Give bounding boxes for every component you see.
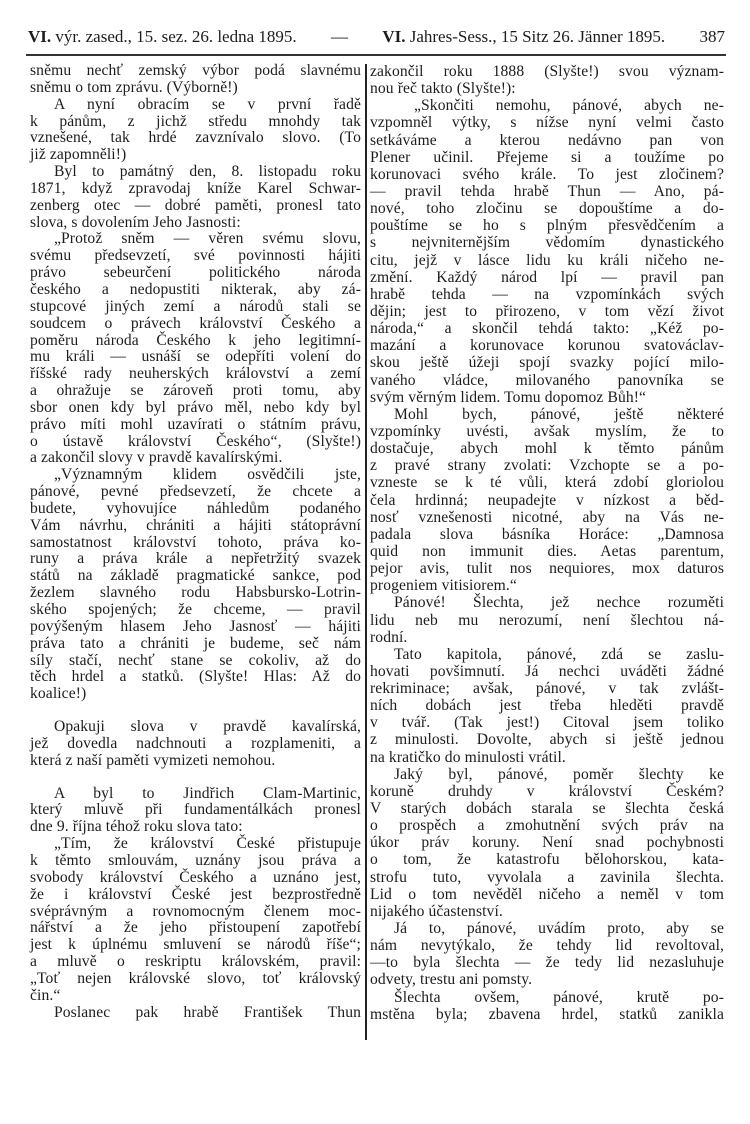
text-line: jež dovedla nadchnouti a rozplameniti, a	[30, 734, 361, 752]
text-line: koalice!)	[30, 685, 87, 703]
text-line: samostatnost království tohoto, práva ko-	[30, 533, 361, 551]
text-line: lidu neb mu nerozumí, není šlechtou ná-	[370, 611, 724, 629]
text-line: na kratičko do minulosti vrátil.	[370, 748, 566, 766]
text-line: citu, jejž v lásce lidu ku králi ničeho ne-	[370, 251, 724, 269]
text-line: vzpomínky uvésti, avšak myslím, že to	[370, 422, 724, 440]
text-line: vzpomněl výtky, s nížse nyní velmi často	[370, 114, 724, 132]
text-line: rekriminace; avšak, pánové, v tak zvlášt-	[370, 680, 724, 698]
text-line: V starých dobách starala se šlechta česká	[370, 800, 724, 818]
text-line: pánové, pevné předsevzetí, že chcete a	[30, 483, 361, 501]
text-line: dne 9. října téhož roku slova tato:	[30, 818, 243, 836]
text-line: quid non immunit dies. Aetas parentum,	[370, 542, 724, 560]
text-line: nářství a že jeho přistoupení zapotřebí	[30, 919, 361, 937]
text-line: ského spojených; že chceme, — pravil	[30, 601, 361, 618]
text-line: A byl to Jindřich Clam-Martinic,	[54, 784, 361, 802]
text-line: rodní.	[370, 628, 408, 646]
header-german-date: Jahres-Sess., 15 Sitz 26. Jänner 1895.	[409, 27, 666, 46]
text-line: svéprávným a rovnomocným členem moc-	[30, 902, 361, 920]
text-line: korunovaci svého krále. To jest zločinem?	[370, 165, 724, 183]
text-line: svým věrným lidem. Tomu dopomoz Bůh!“	[370, 388, 647, 406]
text-line: hrabě tehda — na vzpomínkách svých	[370, 285, 724, 303]
text-line: síly stačí, nechť stane se cokoliv, až do	[30, 651, 361, 669]
paragraph	[30, 786, 361, 837]
text-line: Tato kapitola, pánové, zdá se zaslu-	[394, 645, 724, 663]
text-line: A nyní obracím se v první řadě	[54, 95, 361, 113]
running-header	[28, 27, 725, 49]
text-line: Já to, pánové, uvádím proto, aby se	[394, 920, 724, 938]
text-line: slova, s dovolením Jeho Jasnosti:	[30, 213, 241, 231]
text-line: s nejvniternějším vědomím dynastického	[370, 234, 724, 252]
text-line: vaného vládce, milovaného panovníka se	[370, 371, 724, 389]
text-line: vzneste se k té vůli, která zdobí gloriolou	[370, 474, 724, 492]
paragraph	[30, 836, 361, 1004]
text-line: sněmu o tom zprávu. (Výborně!)	[30, 78, 238, 96]
paragraph	[370, 63, 724, 97]
paragraph	[370, 594, 724, 645]
text-line: 1871, když zpravodaj kníže Karel Schwar-	[30, 179, 361, 197]
paragraph	[30, 97, 361, 164]
text-line: Plener učinil. Přejeme si a toužíme po	[370, 148, 724, 166]
text-line: zenberg otec — dobré paměti, pronesl tato	[30, 196, 361, 214]
text-line: pejor avis, tulit nos nequiores, mox daturos	[370, 560, 724, 578]
text-line: pouštíme se ho s plným přesvědčením a	[370, 217, 724, 235]
text-line: dějin; jest to přirozeno, v tom vězí život	[370, 302, 724, 320]
text-line: Pánové! Šlechta, jež nechce rozuměti	[394, 594, 724, 612]
paragraph	[370, 920, 724, 989]
text-line: čela hrdinná; neupadejte v nízkost a běd-	[370, 491, 724, 509]
header-dash: —	[330, 27, 348, 46]
header-german-session: VI.	[382, 27, 406, 46]
paragraph	[30, 719, 361, 770]
text-line: stupcové jiných zemí a národů stali se	[30, 297, 361, 315]
text-line: — pravil tehda hrabě Thun — Ano, pá-	[370, 182, 724, 200]
text-line: o prospěch a zmohutnění svých práv na	[370, 817, 724, 835]
text-line: ních dobách jest třeba hleděti pravdě	[370, 697, 724, 715]
paragraph	[370, 989, 724, 1023]
text-line: Šlechta ovšem, pánové, krutě po-	[394, 988, 724, 1006]
text-line: svému předsevzetí, své povinnosti hájiti	[30, 247, 361, 265]
text-line: čin.“	[30, 986, 61, 1004]
text-line: Byl to památný den, 8. listopadu roku	[54, 163, 361, 181]
text-line: Lid o tom nevěděl ničeho a neměl v tom	[370, 885, 724, 903]
text-line: Mohl bych, pánové, ještě některé	[394, 405, 724, 423]
text-line: Poslanec pak hrabě František Thun	[54, 1003, 361, 1021]
text-line: „Toť nejen královské slovo, toť královský	[30, 969, 361, 987]
paragraph	[370, 646, 724, 766]
text-line: mstěna byla; zbavena hrdel, statků zanikla	[370, 1005, 724, 1023]
paragraph	[30, 63, 361, 97]
column-divider	[365, 64, 367, 1040]
header-czech	[28, 27, 297, 47]
text-line: soudcem o právech království Českého a	[30, 314, 361, 332]
text-line: práva tato a chrániti je budeme, seč nám	[30, 634, 361, 652]
header-rule	[26, 54, 726, 56]
text-line: Opakuji slova v pravdě kavalírská,	[54, 718, 361, 736]
header-german	[382, 27, 665, 47]
page-number: 387	[699, 27, 725, 46]
text-line: koruně druhdy v království Českém?	[370, 782, 724, 800]
text-line: mazání a korunovace korunou svatováclav-	[370, 337, 724, 355]
text-line: států na základě pragmatické sankce, pod	[30, 567, 361, 585]
text-line: v tvář. (Tak jest!) Citoval jsem toliko	[370, 714, 724, 732]
text-line: právo sebeurčení politického národa	[30, 264, 361, 282]
text-line: svobody království Českého a uznáno jest,	[30, 868, 361, 886]
text-line: k těmto smlouvám, uznány jsou práva a	[30, 851, 361, 869]
paragraph	[30, 164, 361, 231]
text-line: nosť vznešenosti nicotné, aby na Vás ne-	[370, 508, 724, 526]
text-line: z minulosti. Dovolte, abych si ještě jednou	[370, 731, 724, 749]
text-line: českého a nedopustiti nikterak, aby zá-	[30, 280, 361, 298]
text-line: o ústavě království Českého“, (Slyšte!)	[30, 432, 361, 450]
text-line: „Protož sněm — věren svému slovu,	[54, 230, 361, 248]
text-line: povýšeným hlasem Jeho Jasnosť — hájiti	[30, 617, 361, 635]
text-line: skou ještě úžeji spojí svazky pojící milo-	[370, 354, 724, 372]
text-line: který mluvě při fundamentálkách pronesl	[30, 801, 361, 819]
right-column	[370, 63, 724, 1023]
text-line: změní. Každý národ lpí — pravil pan	[370, 268, 724, 286]
text-line: těch hrdel a statků. (Slyšte! Hlas: Až do	[30, 668, 361, 686]
text-line: jest k úplnému smluvení se národů říše“;	[30, 936, 361, 954]
text-line: „Tím, že království České přistupuje	[54, 835, 361, 853]
paragraph	[370, 766, 724, 920]
text-line: nám nevytýkalo, že tehdy lid revoltoval,	[370, 937, 724, 955]
text-line: národa,“ a skončil tehdá takto: „Kéž po-	[370, 320, 724, 338]
text-line: mu králi — usnáší se odepříti volení do	[30, 348, 361, 366]
text-line: „Významným klidem osvědčili jste,	[54, 466, 361, 484]
text-line: a zakončil slovy v pravdě kavalírskými.	[30, 449, 283, 467]
text-line: žezlem slavného rodu Habsbursko-Lotrin-	[30, 584, 361, 602]
text-line: o tom, že katastrofu bělohorskou, kata-	[370, 851, 724, 869]
text-line: a mluvě o reskriptu královském, pravil:	[30, 953, 361, 971]
text-line: a ohražuje se zároveň proti tomu, aby	[30, 382, 361, 400]
text-line: odvety, trestu ani pomsty.	[370, 971, 533, 989]
text-line: vznešené, tak hrdé zavznívalo slovo. (To	[30, 129, 361, 147]
text-line: zakončil roku 1888 (Slyšte!) svou význam-	[370, 63, 724, 80]
paragraph	[370, 97, 724, 406]
text-line: nijakého účastenství.	[370, 902, 503, 920]
text-line: hovati povšimnutí. Já nechci uváděti žádné	[370, 662, 724, 680]
header-czech-session: VI.	[28, 27, 52, 46]
text-line: říšské rady neuherských království a zemí	[30, 365, 361, 383]
header-czech-date: výr. zased., 15. sez. 26. ledna 1895.	[55, 27, 297, 46]
text-line: nou řeč takto (Slyšte!):	[370, 80, 516, 98]
paragraph	[30, 231, 361, 467]
text-line: sněmu nechť zemský výbor podá slavnému	[30, 62, 361, 79]
text-line: dostačuje, abych mohl k těmto pánům	[370, 440, 724, 458]
text-line: Vám návrhu, chrániti a hájiti státoprávní	[30, 516, 361, 534]
text-line: „Skončiti nemohu, pánové, abych ne-	[414, 97, 724, 115]
text-line: Jaký byl, pánové, poměr šlechty ke	[394, 765, 724, 783]
text-line: setkáváme a kterou nedávno pan von	[370, 131, 724, 149]
text-line: právo míti mohl uzavírati o státním právu,	[30, 415, 361, 433]
text-line: k pánům, z jichž středu mnohdy tak	[30, 112, 361, 130]
text-line: budete, vyhovujíce náhledům podaného	[30, 499, 361, 517]
text-line: strofu tuto, vyvolala a zavinila šlechta.	[370, 868, 724, 886]
text-line: z pravé strany zvolati: Vzchopte se a po-	[370, 457, 724, 475]
text-line: sbor onen kdy byl právo měl, nebo kdy byl	[30, 398, 361, 416]
text-line: již zapomněli!)	[30, 146, 127, 164]
text-line: padala slova básníka Horáce: „Damnosa	[370, 525, 724, 543]
text-line: že i království České jest bezprostředně	[30, 885, 361, 903]
text-line: runy a práva krále a nepřetržitý svazek	[30, 550, 361, 568]
text-line: —to byla šlechta — že tedy lid nezasluhuje	[370, 954, 724, 972]
paragraph	[370, 406, 724, 595]
text-line: která z naší paměti vymizeti nemohou.	[30, 751, 276, 769]
paragraph	[30, 467, 361, 703]
text-line: poměru národa Českého k jeho legitimní-	[30, 331, 361, 349]
text-line: úkor práv koruny. Není snad pochybnosti	[370, 834, 724, 852]
text-line: progeniem vitisiorem.“	[370, 577, 517, 595]
left-column	[30, 63, 361, 1021]
paragraph	[30, 1005, 361, 1022]
text-line: nové, toho zločinu se dopouštíme a do-	[370, 200, 724, 218]
